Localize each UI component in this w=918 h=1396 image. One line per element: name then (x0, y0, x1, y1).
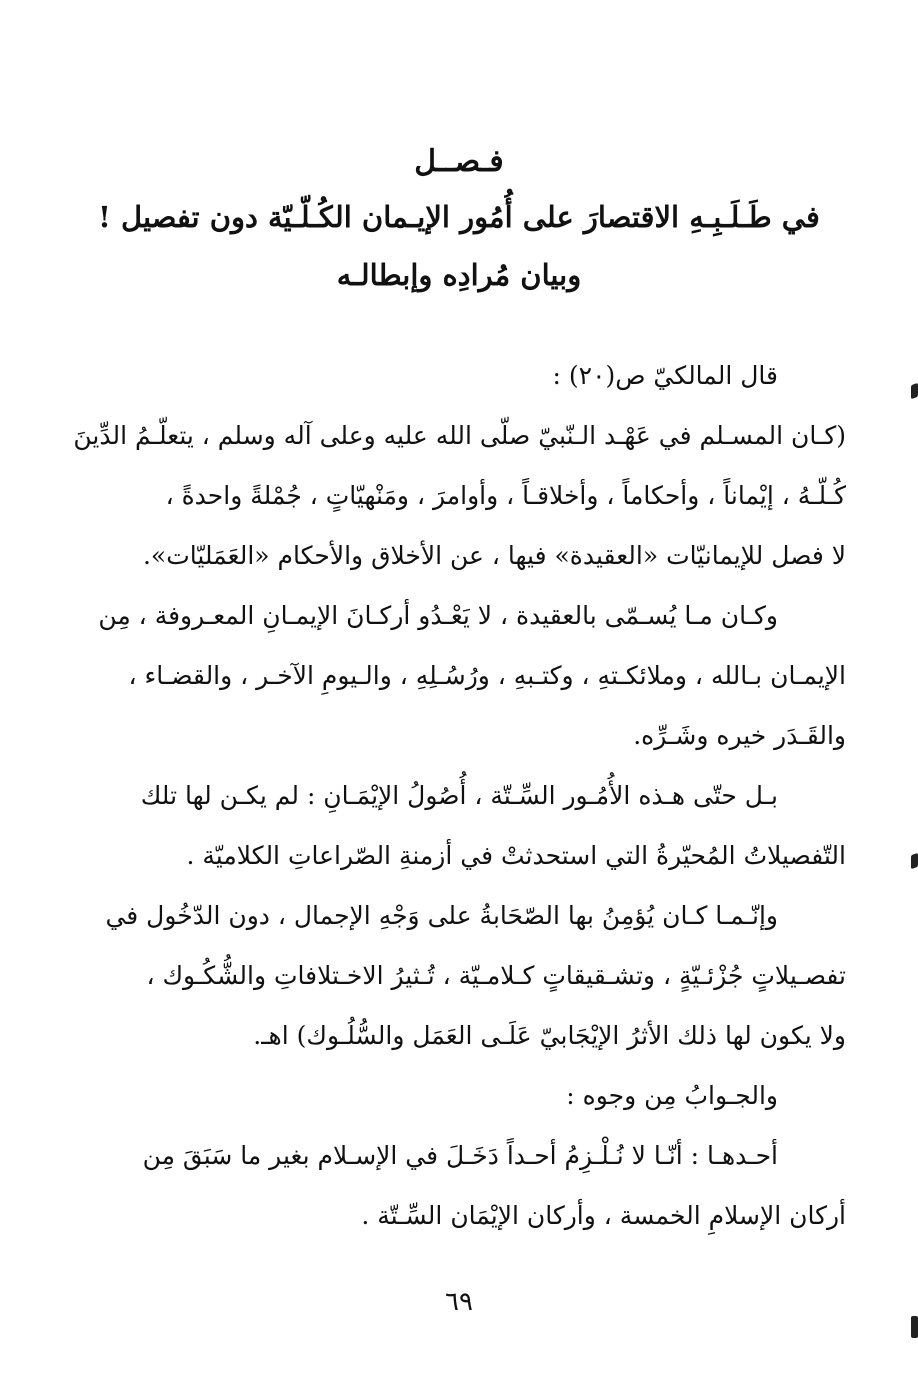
text-line: أحـدهـا : أنّـا لا نُـلْـزِمُ أحـداً دَخَـلَ في الإسـلام بغير ما سَبَقَ مِن (142, 1141, 778, 1170)
text-line: والقَـدَر خيره وشَـرِّه. (633, 721, 846, 750)
text-line: وإنّـمـا كـان يُؤمِنُ بها الصّحَابةُ على وَجْهِ الإجمال ، دون الدّخُول في (105, 901, 778, 930)
scan-edge-mark (911, 1316, 918, 1338)
text-line: كُـلّـهُ ، إيْماناً ، وأحكاماً ، وأخلاقـاً ، وأوامرَ ، ومَنْهيّاتٍ ، جُمْلةً واحدةً ، (165, 481, 846, 510)
text-line: (كـان المسـلم في عَهْـد الـنّبيّ صلّى الله عليه وعلى آله وسلم ، يتعلّـمُ الدِّينَ (73, 421, 846, 450)
text-line: ولا يكون لها ذلك الأثرُ الإيْجَابيّ عَلَـى العَمَل والسُّلُـوك) اهـ. (253, 1021, 846, 1050)
section-subtitle-line1: في طَـلَـبِـهِ الاقتصارَ على أُمُور الإيـمان الكُـلّـيّة دون تفصيل ! (98, 200, 820, 234)
text-line: الإيمـان بـالله ، وملائكـتهِ ، وكتـبهِ ، ورُسُـلِهِ ، والـيومِ الآخـر ، والقضـاء ، (128, 661, 846, 690)
page-number: ٦٩ (445, 1287, 473, 1317)
text-line: وكـان مـا يُسـمّى بالعقيدة ، لا يَعْـدُو أركـانَ الإيمـانِ المعـروفة ، مِن (98, 601, 778, 630)
text-line-answer-intro: والجـوابُ مِن وجوه : (566, 1081, 778, 1110)
text-line: أركان الإسلامِ الخمسة ، وأركان الإيْمَان السِّـتّة . (361, 1201, 846, 1230)
text-line: التّفصيلاتُ المُحيّرةُ التي استحدثتْ في أزمنةِ الصّراعاتِ الكلاميّة . (186, 841, 846, 870)
scan-edge-mark (911, 383, 918, 400)
text-line: لا فصل للإيمانيّات «العقيدة» فيها ، عن الأخلاق والأحكام «العَمَليّات». (142, 541, 846, 570)
body-text (68, 346, 846, 1246)
text-line: بـل حتّى هـذه الأُمُـور السِّـتّة ، أُصُولُ الإيْمَـانِ : لم يكـن لها تلك (140, 781, 778, 810)
text-line: تفصـيلاتٍ جُزْئـيّةٍ ، وتشـقيقاتٍ كـلامـيّة ، تُـثيرُ الاخـتلافاتِ والشُّكُـوك ، (146, 961, 846, 990)
section-title: فـصــل (414, 144, 504, 179)
section-subtitle-line2: وبيان مُرادِه وإبطالـه (336, 258, 582, 292)
scan-edge-mark (911, 853, 918, 870)
text-line-quote-intro: قال المالكيّ ص(٢٠) : (552, 361, 778, 390)
